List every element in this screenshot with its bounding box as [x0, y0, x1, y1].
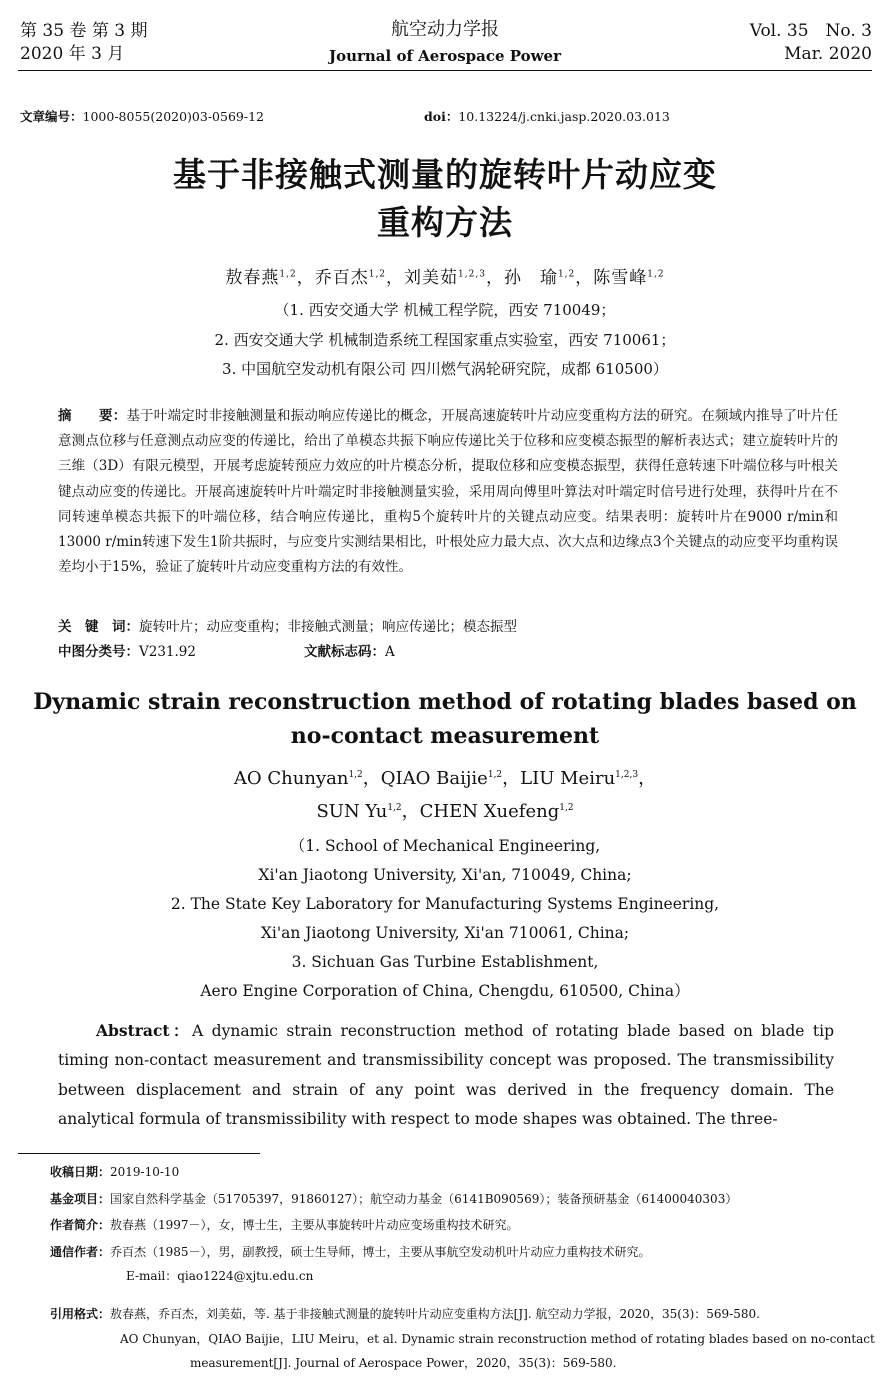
header-date-cn: 2020 年 3 月 — [20, 44, 125, 64]
article-number-label: 文章编号： — [20, 109, 83, 124]
author-cn-affil: 1,2 — [368, 269, 387, 280]
author-en: LIU Meiru — [520, 768, 616, 789]
title-en-line-2: no-contact measurement — [290, 723, 600, 749]
affiliation-cn-2: 2. 西安交通大学 机械制造系统工程国家重点实验室，西安 710061； — [214, 331, 676, 349]
authors-en-line-1: AO Chunyan$^{1,2}$，QIAO Baijie$^{1,2}$，LIU Meiru$^{1,2,3}$， — [233, 768, 657, 789]
title-en-line-1: Dynamic strain reconstruction method of rotating blades based on — [33, 689, 857, 715]
bio-label: 作者简介： — [50, 1218, 111, 1232]
affiliation-en-1: （1. School of Mechanical Engineering, — [289, 837, 601, 855]
doi — [424, 108, 670, 125]
header-volume-en: Vol. 35 No. 3 — [749, 21, 872, 41]
author-cn-affil: 1,2,3 — [458, 269, 486, 280]
abstract-en-text: A dynamic strain reconstruction method of rotating blade based on blade tip timing non-contact measurement and transmissibility concept was proposed. The transmissibility between displacement and strain of any point was derived in the frequency domain. The analytical formula of transmissibility with respect to mode shapes was obtained. The three- — [58, 1022, 834, 1128]
author-cn: 陈雪峰 — [593, 268, 648, 288]
clc-value: V231.92 — [139, 644, 196, 660]
footnote-corresponding — [50, 1240, 880, 1266]
fund-value: 国家自然科学基金（51705397，91860127）；航空动力基金（6141B090569）；装备预研基金（61400040303） — [110, 1192, 738, 1206]
footnote-bio — [50, 1213, 880, 1239]
author-en: CHEN Xuefeng — [419, 801, 560, 822]
abstract-en — [58, 1016, 834, 1134]
fund-label: 基金项目： — [50, 1192, 111, 1206]
bio-value: 敖春燕（1997－），女，博士生，主要从事旋转叶片动应变场重构技术研究。 — [110, 1218, 519, 1232]
document-code — [304, 642, 395, 662]
title-cn-line-2: 重构方法 — [377, 203, 513, 242]
abstract-cn-label: 摘 要： — [58, 408, 127, 424]
affiliation-en-3: 2. The State Key Laboratory for Manufacturing Systems Engineering, — [170, 895, 720, 913]
affiliation-en-2: Xi'an Jiaotong University, Xi'an, 710049, China; — [258, 866, 632, 884]
author-en-affil: 1,2 — [487, 770, 503, 780]
author-en-affil: 1,2 — [348, 770, 363, 780]
title-cn-line-1: 基于非接触式测量的旋转叶片动应变 — [173, 155, 717, 194]
header-volume-cn: 第 35 卷 第 3 期 — [20, 21, 148, 41]
document-code-label: 文献标志码： — [304, 644, 385, 660]
footnote-fund — [50, 1187, 880, 1213]
affiliation-en-6: Aero Engine Corporation of China, Chengdu, 610500, China） — [200, 982, 690, 1000]
received-label: 收稿日期： — [50, 1165, 111, 1179]
document-code-value: A — [385, 644, 395, 660]
authors-cn: 敖春燕$^{1,2}$，乔百杰$^{1,2}$，刘美茹$^{1,2,3}$，孙 瑜$^{1,2}$，陈雪峰$^{1,2}$ — [225, 268, 665, 288]
footnote-received — [50, 1160, 880, 1186]
author-cn: 乔百杰 — [314, 268, 369, 288]
author-cn: 孙 瑜 — [503, 268, 558, 288]
abstract-cn-text: 基于叶端定时非接触测量和振动响应传递比的概念，开展高速旋转叶片动应变重构方法的研究。在频域内推导了叶片任意测点位移与任意测点动应变的传递比，给出了单模态共振下响应传递比关于位移和应变模态振型的解析表达式；建立旋转叶片的三维（3D）有限元模型，开展考虑旋转预应力效应的叶片模态分析，提取位移和应变模态振型，获得任意转速下叶端位移与叶根关键点动应变的传递比。开展高速旋转叶片叶端定时非接触测量实验，采用周向傅里叶算法对叶端定时信号进行处理，获得叶片在不同转速单模态共振下的叶端位移，结合响应传递比，重构5个旋转叶片的关键点动应变。结果表明：旋转叶片在9000 r/min和13000 r/min转速下发生1阶共振时，与应变片实测结果相比，叶根处应力最大点、次大点和边缘点3个关键点的动应变平均重构误差均小于15%，验证了旋转叶片动应变重构方法的有效性。 — [58, 408, 838, 576]
author-en-affil: 1,2 — [387, 803, 402, 813]
author-en-affil: 1,2,3 — [615, 770, 639, 780]
article-number — [20, 108, 264, 125]
header-date-en: Mar. 2020 — [784, 44, 872, 64]
affiliation-en-4: Xi'an Jiaotong University, Xi'an 710061, China; — [260, 924, 630, 942]
doi-value: 10.13224/j.cnki.jasp.2020.03.013 — [458, 109, 670, 124]
footnote-email: E-mail：qiao1224@xjtu.edu.cn — [126, 1269, 314, 1283]
keywords-cn — [58, 617, 517, 637]
clc-number — [58, 642, 196, 662]
author-en: SUN Yu — [316, 801, 388, 822]
citation-format — [50, 1302, 876, 1376]
citation-cn: 敖春燕，乔百杰，刘美茹，等. 基于非接触式测量的旋转叶片动应变重构方法[J]. 航空动力学报，2020，35(3)：569-580. — [110, 1307, 760, 1321]
author-cn-affil: 1,2 — [557, 269, 576, 280]
citation-label: 引用格式： — [50, 1307, 111, 1321]
author-cn: 敖春燕 — [225, 268, 280, 288]
affiliation-en-5: 3. Sichuan Gas Turbine Establishment, — [291, 953, 599, 971]
abstract-cn — [58, 404, 838, 580]
header-journal-en: Journal of Aerospace Power — [328, 47, 562, 65]
corresponding-value: 乔百杰（1985－），男，副教授，硕士生导师，博士，主要从事航空发动机叶片动应力重构技术研究。 — [110, 1245, 651, 1259]
doi-label: doi： — [424, 109, 459, 124]
affiliation-cn-3: 3. 中国航空发动机有限公司 四川燃气涡轮研究院，成都 610500） — [222, 360, 668, 378]
abstract-en-label: Abstract： — [96, 1021, 193, 1040]
affiliation-cn-1: （1. 西安交通大学 机械工程学院，西安 710049； — [274, 301, 616, 319]
author-en: QIAO Baijie — [380, 768, 488, 789]
author-en: AO Chunyan — [233, 768, 349, 789]
author-cn: 刘美茹 — [404, 268, 459, 288]
keywords-label: 关 键 词： — [58, 619, 139, 635]
author-cn-affil: 1,2 — [279, 269, 297, 280]
clc-label: 中图分类号： — [58, 644, 139, 660]
authors-en-line-2: SUN Yu$^{1,2}$，CHEN Xuefeng$^{1,2}$ — [316, 801, 574, 822]
header-journal-cn: 航空动力学报 — [391, 19, 499, 40]
author-cn-affil: 1,2 — [647, 269, 665, 280]
header-rule — [18, 70, 872, 71]
corresponding-label: 通信作者： — [50, 1245, 111, 1259]
article-number-value: 1000-8055(2020)03-0569-12 — [82, 109, 264, 124]
keywords-text: 旋转叶片；动应变重构；非接触式测量；响应传递比；模态振型 — [139, 619, 517, 635]
author-en-affil: 1,2 — [559, 803, 574, 813]
received-value: 2019-10-10 — [110, 1165, 180, 1179]
citation-en: AO Chunyan，QIAO Baijie，LIU Meiru，et al. Dynamic strain reconstruction method of rotating blades based on no-contact measurement[J]. Journal of Aerospace Power，2020，35(3)：569-580. — [120, 1331, 875, 1370]
footnote-rule — [18, 1153, 260, 1154]
